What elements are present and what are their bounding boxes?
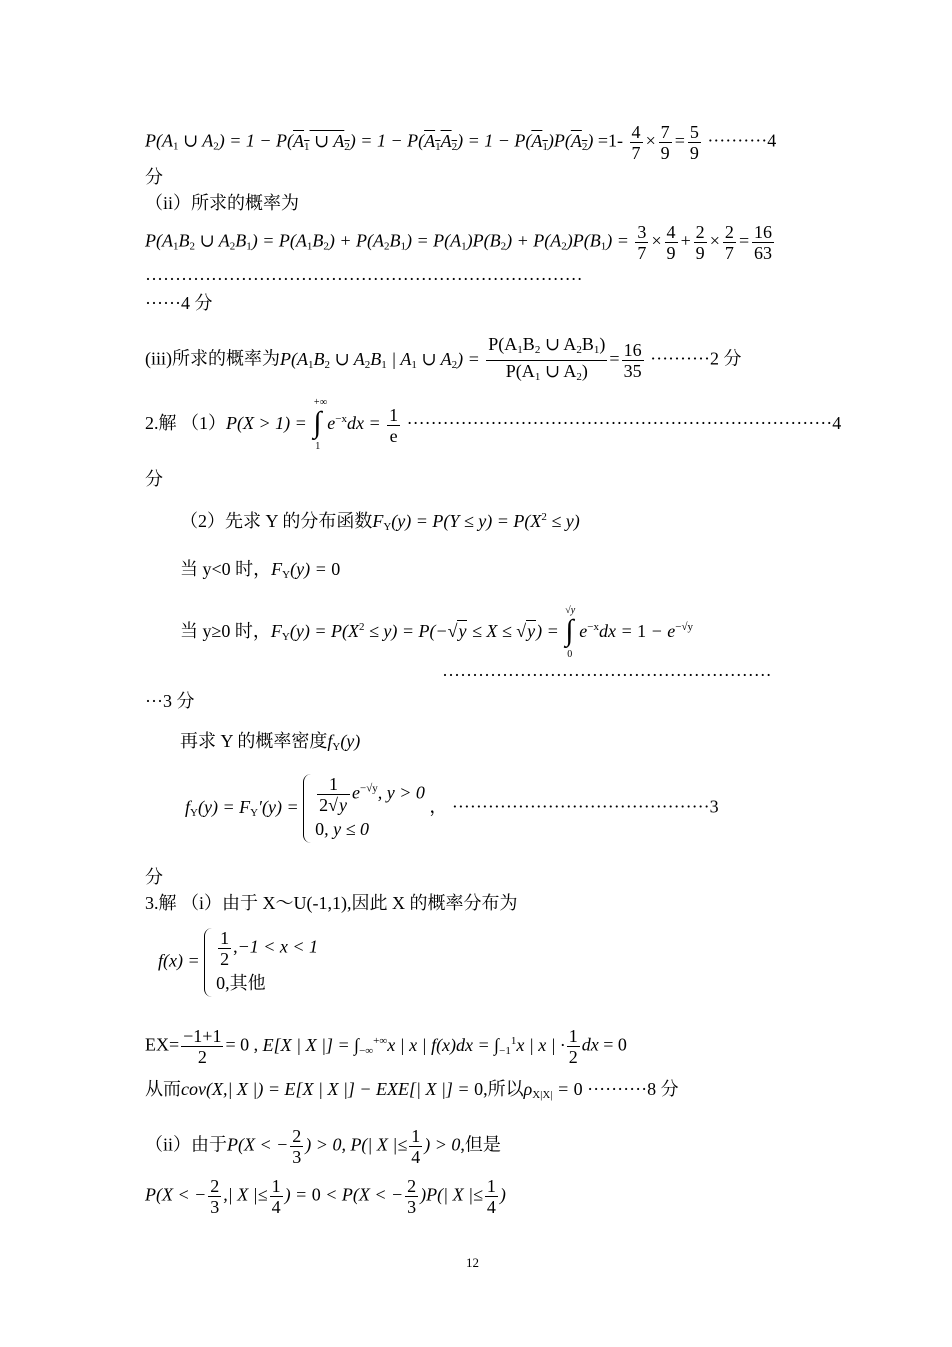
case-y-nonneg: 当 y≥0 时，$F_Y(y) = P(X^2 \le y) = P(-√y \le X \le √y)$ = √y ∫ 0 $e^{-x}dx = 1 - e^{-√y}$ [180,605,694,660]
case2-label: 当 y≥0 时， [180,621,271,642]
eq-ii-condition: （ii）由于P(X < − $\frac{2}{3}$ ) > 0, P(| X |≤ $\frac{1}{4}$ ) > 0,但是 [145,1126,501,1167]
score-tail: ··········4 [707,130,777,151]
eq-ii-conclusion: P(X < − $\frac{2}{3}$ ,| X |≤ $\frac{1}{4}$ ) = 0 < P(X < − $\frac{2}{3}$ )P(| X |≤ $\frac{1}{4}$ ) [145,1176,506,1217]
score-tail: ··········2 分 [650,348,742,369]
ii-label: （ii）由于 [145,1134,228,1155]
cov-mid: ,所以 [483,1079,524,1099]
eq-iii: (iii)所求的概率为$P(A_1B_2$ ∪ $A_2B_1$ | $A_1$ ∪ $A_2$) = $\frac{P(A_1B_2 \cup A_2B_1)}{P(A_1 \cup A_2)}$ = $\frac{16}{35}$ ··········2 分 [145,334,742,383]
dot-leader: ········································································· [145,269,583,289]
q2-part1: 2.解 （1）P(X > 1) = +∞ ∫ 1 $e^{-x}dx$ = $\frac{1}{e}$ ·······································································4 [145,397,842,452]
eq-pdf: f(x) = $\frac{1}{2}$ ,−1 < x < 1 0,其他 [158,928,318,997]
q2-label: 2.解 （1） [145,413,226,434]
step2-label: （2）先求 Y 的分布函数 [180,511,373,531]
case1-label: 当 y<0 时， [180,559,272,579]
dot-leader: ······················································· [442,665,772,685]
eq-covariance: 从而cov(X,| X |) = E[X | X |] − EXE[| X |] = 0,所以$\rho_{X|X|} = 0 \cdot\cdot\cdot\cdot\cdot\cdot\cdot\cdot\cdot\cdot 8$ 分 [145,1079,679,1101]
score-tail: ， ···········································3 [429,796,719,817]
ii-mid: ,但是 [460,1134,501,1155]
ex-label: EX= [145,1034,180,1055]
score-cont: 分 [145,167,163,187]
eq-expectation: EX= $\frac{-1+1}{2}$ = 0 , E[X | X |] = $\int_{-\infty}^{+\infty}x$ | x | $f(x)dx = \int_{-1}^1x$ | x | · $\frac{1}{2}$ dx = 0 [145,1026,627,1067]
score-cont: ······4 分 [145,293,213,313]
density-label: 再求 Y 的概率密度 [180,731,328,751]
eq-density: $f_Y(y) = F_Y'(y)$ = $\frac{1}{2√y}$ $e^{-√y}$, y > 0 0, y ≤ 0 ， ···········································3 [185,774,719,843]
score-cont: 分 [145,469,163,489]
score-cont: ···3 分 [145,691,195,711]
case-other: 0,其他 [216,973,266,993]
sub-ii-label: （ii）所求的概率为 [145,193,300,213]
q3-label: 3.解 （i）由于 X～U(-1,1),因此 X 的概率分布为 [145,893,518,913]
density-intro: 再求 Y 的概率密度$f_Y(y)$ [180,731,361,753]
page-number: 12 [466,1255,479,1270]
eq-ii: $P(A_1B_2$ ∪ $A_2B_1) = P(A_1B_2) + P(A_2B_1) = P(A_1)P(B_2) + P(A_2)P(B_1)$ = $\frac{3}{7}$ × $\frac{4}{9}$ + $\frac{2}{9}$ × $\frac{2}{7}$ = $\frac{16}{63}$ [145,222,772,263]
cov-label: 从而 [145,1079,181,1099]
score-tail: ··········8 分 [587,1079,679,1099]
q2-part2: （2）先求 Y 的分布函数$F_Y(y) = P(Y \le y) = P(X^2 \le y)$ [180,511,580,533]
eq-union-probability: $P(A_1$ ∪ $A_2) = 1 - P(A_1$ ∪ $A_2) = 1 - P(A_1A_2) = 1 - P(A_1)P(A_2) =1-$ $\frac{4}{7}$ × $\frac{7}{9}$ = $\frac{5}{9}$ ··········4 [145,122,777,163]
sub-iii-label: (iii)所求的概率为 [145,348,280,369]
score-cont: 分 [145,867,163,887]
case-y-neg: 当 y<0 时，$F_Y(y) = 0$ [180,559,341,581]
score-tail: ·······································································4 [406,413,842,434]
